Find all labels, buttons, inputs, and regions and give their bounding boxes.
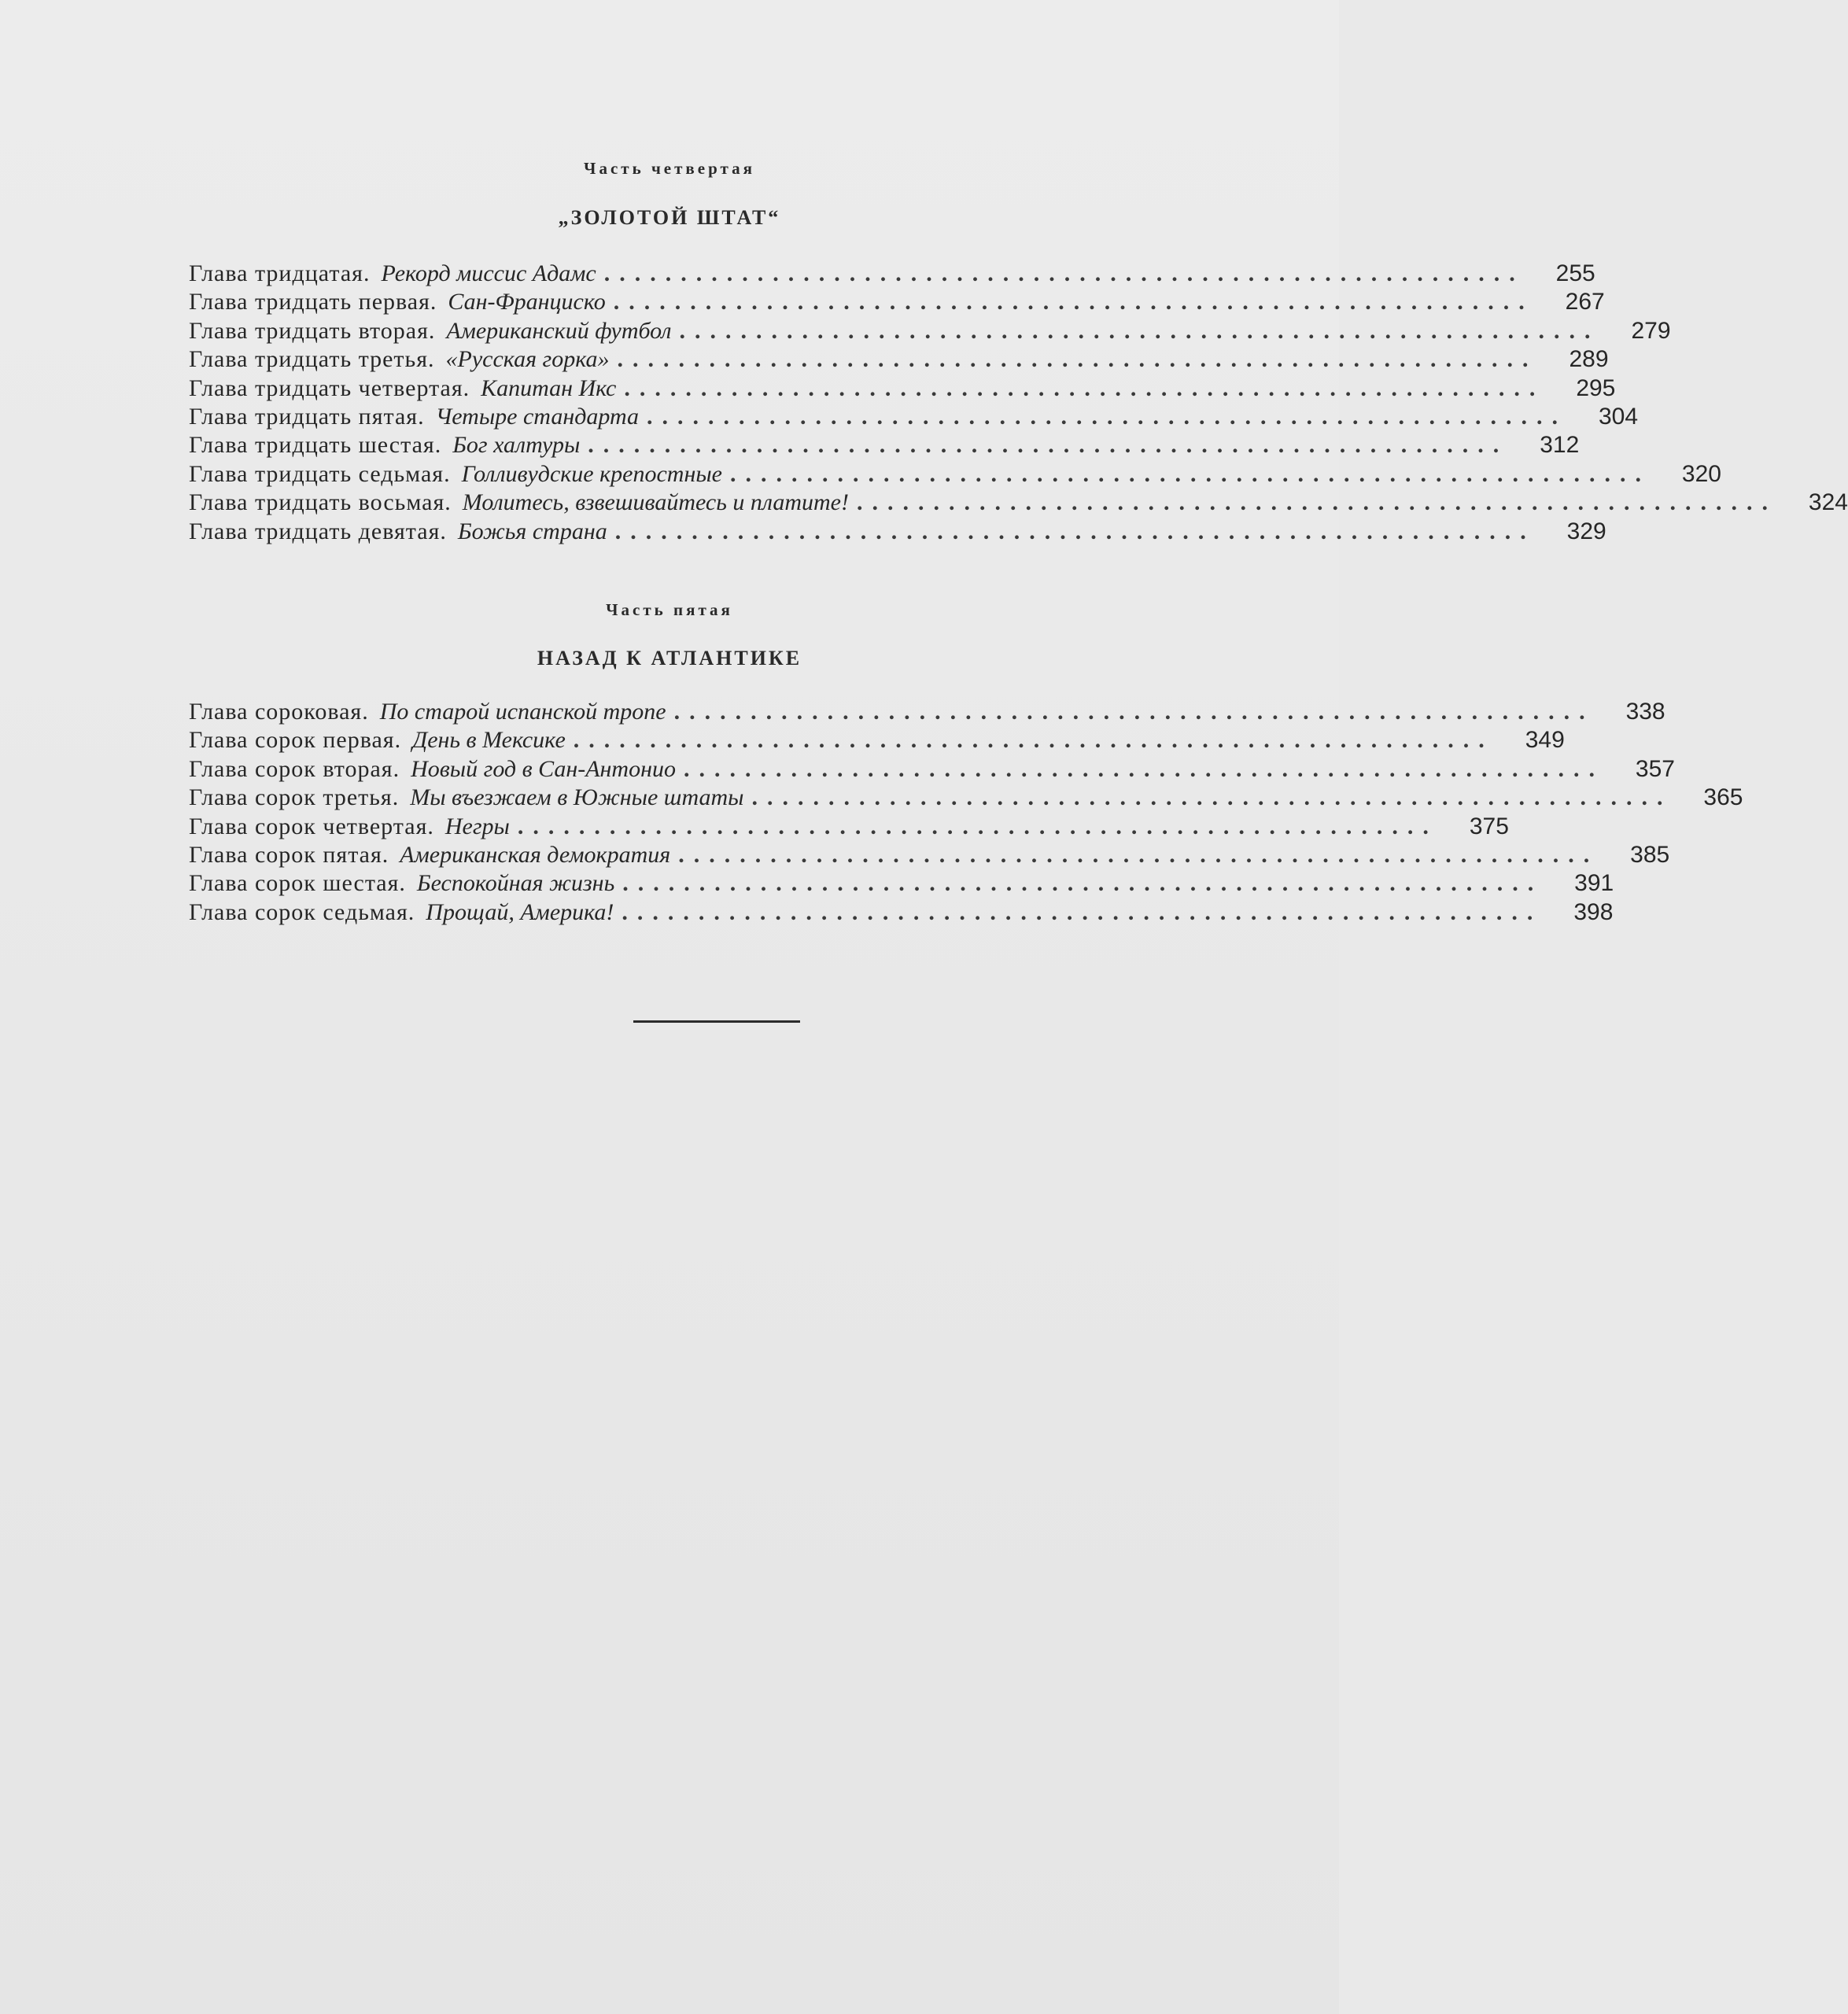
toc-entry: [189, 260, 1595, 288]
toc-entry: [189, 518, 1606, 546]
page-number: 255: [1555, 260, 1595, 286]
dot-leader: ............................................................: [603, 260, 1525, 286]
chapter-title: Прощай, Америка!: [426, 898, 614, 925]
dot-leader: ............................................................: [588, 432, 1509, 459]
chapter-number: Глава тридцать четвертая.: [189, 374, 470, 401]
toc-entry: [189, 460, 1721, 489]
chapter-number: Глава сорок седьмая.: [189, 898, 415, 925]
toc-entry: [189, 869, 1614, 898]
page-number: 338: [1625, 699, 1665, 725]
page-number: 304: [1598, 403, 1639, 430]
chapter-title: Четыре стандарта: [435, 403, 640, 430]
chapter-number: Глава тридцать пятая.: [189, 403, 425, 430]
page-number: 324: [1808, 489, 1848, 516]
dot-leader: ............................................................: [613, 289, 1534, 315]
dot-leader: ............................................................: [624, 374, 1545, 401]
chapter-number: Глава тридцать девятая.: [189, 518, 447, 544]
chapter-title: Американский футбол: [446, 317, 672, 344]
dot-leader: ............................................................: [673, 699, 1595, 725]
chapter-number: Глава тридцать вторая.: [189, 317, 436, 344]
chapter-number: Глава сорок первая.: [189, 727, 402, 754]
dot-leader: ............................................................: [617, 346, 1538, 373]
toc-entry: [189, 288, 1605, 316]
chapter-title: Беспокойная жизнь: [416, 870, 615, 897]
chapter-number: Глава сорок третья.: [189, 784, 400, 811]
dot-leader: ............................................................: [751, 784, 1673, 811]
dot-leader: ............................................................: [622, 870, 1544, 897]
page-number: 312: [1540, 432, 1580, 459]
chapter-title: Капитан Икс: [481, 374, 617, 401]
chapter-title: Голливудские крепостные: [461, 460, 722, 487]
chapter-number: Глава сороковая.: [189, 699, 369, 725]
toc-entry: [189, 726, 1565, 754]
toc-entry: [189, 489, 1848, 517]
part-four-contents: [189, 260, 1848, 546]
chapter-title: По старой испанской тропе: [379, 699, 666, 725]
chapter-number: Глава тридцатая.: [189, 260, 371, 286]
part-four-label: Часть четвертая: [584, 159, 755, 178]
page-number: 357: [1635, 755, 1675, 782]
toc-entry: [189, 431, 1580, 459]
page-number: 349: [1525, 727, 1565, 754]
chapter-number: Глава тридцать седьмая.: [189, 460, 451, 487]
page-number: 320: [1681, 460, 1721, 487]
toc-entry: [189, 784, 1743, 812]
page-number: 391: [1574, 870, 1614, 897]
toc-entry: [189, 374, 1616, 403]
dot-leader: ............................................................: [729, 460, 1651, 487]
dot-leader: ............................................................: [678, 841, 1599, 868]
toc-entry: [189, 317, 1671, 345]
chapter-title: День в Мексике: [412, 727, 566, 754]
part-four-title: „ЗОЛОТОЙ ШТАТ“: [558, 206, 781, 229]
chapter-title: «Русская горка»: [445, 346, 610, 373]
dot-leader: ............................................................: [573, 727, 1494, 754]
page-number: 279: [1631, 317, 1671, 344]
page-number: 295: [1576, 374, 1616, 401]
toc-entry: [189, 813, 1509, 841]
page-number: 267: [1565, 289, 1605, 315]
chapter-number: Глава тридцать первая.: [189, 289, 437, 315]
part-five-title: НАЗАД К АТЛАНТИКЕ: [537, 647, 802, 669]
page-number: 329: [1566, 518, 1606, 544]
chapter-title: Молитесь, взвешивайтесь и платите!: [462, 489, 849, 516]
toc-entry: [189, 345, 1609, 374]
chapter-title: Рекорд миссис Адамс: [381, 260, 596, 286]
chapter-number: Глава тридцать третья.: [189, 346, 435, 373]
chapter-number: Глава тридцать шестая.: [189, 432, 442, 459]
page-number: 398: [1573, 898, 1614, 925]
chapter-title: Американская демократия: [400, 841, 671, 868]
part-five-label: Часть пятая: [606, 600, 733, 619]
section-divider: [633, 1020, 800, 1023]
chapter-title: Божья страна: [457, 518, 607, 544]
chapter-title: Сан-Франциско: [448, 289, 606, 315]
chapter-number: Глава тридцать восьмая.: [189, 489, 452, 516]
dot-leader: ............................................................: [614, 518, 1536, 544]
page-number: 365: [1703, 784, 1743, 811]
toc-entry: [189, 698, 1665, 726]
chapter-title: Новый год в Сан-Антонио: [411, 755, 676, 782]
toc-entry: [189, 841, 1670, 869]
toc-entry: [189, 898, 1614, 927]
page-number: 289: [1569, 346, 1609, 373]
chapter-number: Глава сорок четвертая.: [189, 813, 434, 839]
dot-leader: ............................................................: [856, 489, 1777, 516]
chapter-number: Глава сорок шестая.: [189, 870, 406, 897]
dot-leader: ............................................................: [647, 403, 1568, 430]
toc-entry: [189, 755, 1675, 784]
chapter-title: Негры: [444, 813, 510, 839]
dot-leader: ............................................................: [683, 755, 1604, 782]
dot-leader: ............................................................: [517, 813, 1438, 839]
toc-entry: [189, 403, 1639, 431]
page-number: 385: [1630, 841, 1670, 868]
page-number: 375: [1469, 813, 1509, 839]
dot-leader: ............................................................: [622, 898, 1543, 925]
chapter-title: Бог халтуры: [452, 432, 581, 459]
chapter-number: Глава сорок пятая.: [189, 841, 389, 868]
part-five-contents: [189, 698, 1743, 927]
dot-leader: ............................................................: [679, 317, 1600, 344]
chapter-title: Мы въезжаем в Южные штаты: [410, 784, 744, 811]
chapter-number: Глава сорок вторая.: [189, 755, 400, 782]
